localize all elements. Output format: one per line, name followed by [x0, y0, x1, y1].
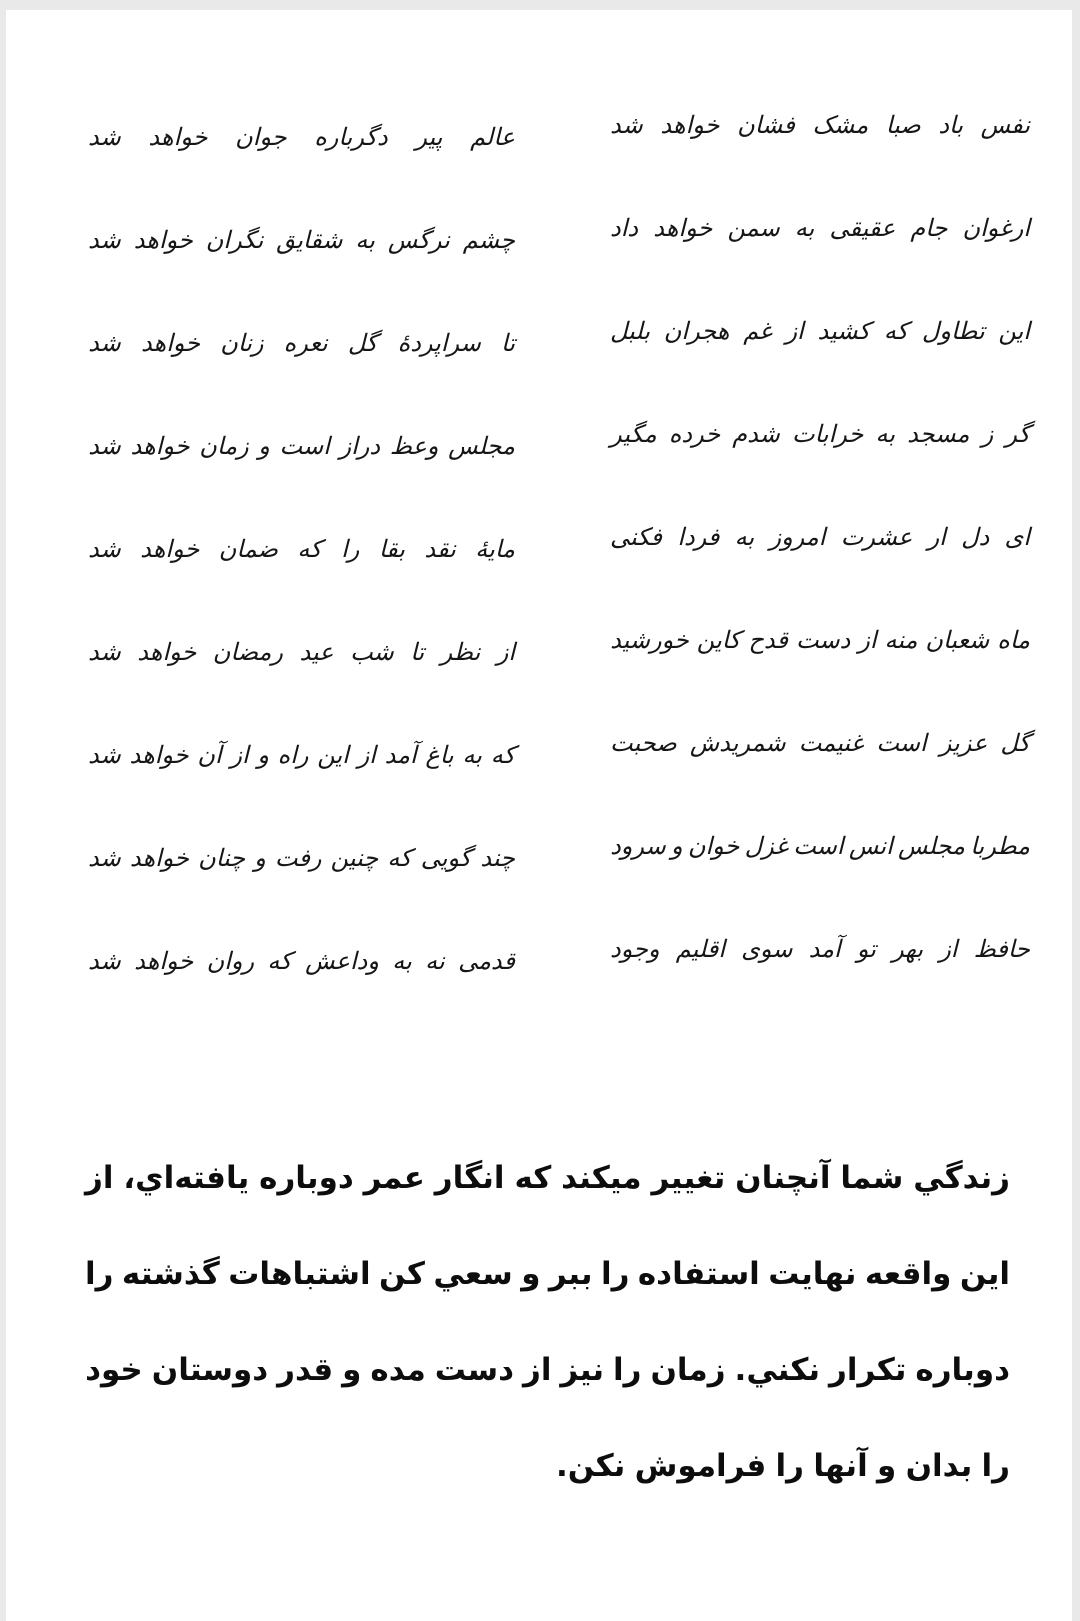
word: شد	[88, 535, 121, 564]
word: گل	[347, 329, 378, 358]
word: سعي	[433, 1256, 513, 1292]
word: شعبان	[925, 626, 990, 655]
word: ار	[927, 523, 946, 552]
couplet-6	[88, 589, 1030, 692]
word: دل	[961, 523, 990, 552]
word: عقیقی	[829, 214, 896, 243]
word: گذشته	[121, 1256, 220, 1292]
word: نفس	[980, 111, 1030, 140]
couplet-3	[88, 280, 1030, 383]
word: خواهد	[660, 111, 720, 140]
word: دست	[795, 626, 851, 655]
word: به	[794, 214, 815, 243]
hemistich-7a	[610, 730, 1030, 756]
interpretation-paragraph	[85, 1130, 1010, 1514]
word: و	[521, 1256, 541, 1292]
word: انگار	[434, 1160, 505, 1196]
word: ای	[1004, 523, 1030, 552]
word: تطاول	[921, 317, 985, 346]
word: نكني.	[734, 1352, 821, 1388]
word: خواهد	[129, 741, 189, 770]
word: نهايت	[768, 1256, 857, 1292]
word: که	[387, 844, 412, 873]
word: مایهٔ	[475, 535, 515, 564]
word: داد	[610, 214, 639, 243]
word: صحبت	[610, 729, 677, 758]
word: شد	[88, 123, 121, 152]
word: بهر	[892, 935, 924, 964]
word: اشتباهات	[228, 1256, 371, 1292]
couplet-5	[88, 486, 1030, 589]
word: خواهد	[130, 432, 190, 461]
word: عمر	[363, 1160, 425, 1196]
word: را	[981, 1448, 1010, 1484]
word: انس	[848, 832, 893, 861]
hemistich-6b	[88, 639, 515, 665]
ghazal-poem	[88, 74, 1030, 1001]
word: که	[267, 947, 292, 976]
word: را	[85, 1256, 114, 1292]
word: از	[496, 638, 515, 667]
word: رفت	[274, 844, 322, 873]
word: دوستان	[151, 1352, 269, 1388]
word: خرده	[668, 420, 721, 449]
word: خواهد	[653, 214, 713, 243]
word: قدح	[748, 626, 788, 655]
word: جوان	[235, 123, 287, 152]
word: نكن.	[555, 1448, 626, 1484]
word: شمریدش	[689, 729, 786, 758]
word: عشرت	[840, 523, 913, 552]
word: سوی	[741, 935, 793, 964]
hemistich-4b	[88, 433, 515, 459]
word: که	[297, 535, 322, 564]
word: حافظ	[973, 935, 1030, 964]
word: خواهد	[129, 844, 189, 873]
hemistich-5a	[610, 524, 1030, 550]
word: راه	[277, 741, 309, 770]
word: واقعه	[864, 1256, 952, 1292]
word: منه	[884, 626, 918, 655]
word: تكرار	[828, 1352, 907, 1388]
word: قدمی	[458, 947, 515, 976]
word: است	[793, 832, 844, 861]
word: آنچنان	[735, 1160, 831, 1196]
hemistich-9b	[88, 948, 515, 974]
word: وعظ	[389, 432, 439, 461]
hemistich-8b	[88, 845, 515, 871]
word: و	[258, 432, 270, 461]
word: سمن	[727, 214, 780, 243]
word: و	[257, 741, 269, 770]
word: مسجد	[907, 420, 970, 449]
word: كن	[379, 1256, 425, 1292]
word: غزل	[744, 832, 788, 861]
hemistich-3a	[610, 318, 1030, 344]
interpretation-line-4	[85, 1418, 1010, 1514]
word: از	[785, 317, 804, 346]
word: بلبل	[610, 317, 651, 346]
word: امروز	[769, 523, 826, 552]
word: خرابات	[791, 420, 864, 449]
word: شد	[88, 947, 121, 976]
word: مجلس	[898, 832, 965, 861]
word: مطربا	[970, 832, 1030, 861]
hemistich-6a	[610, 627, 1030, 653]
word: زندگي	[913, 1160, 1010, 1196]
word: ضمان	[218, 535, 278, 564]
word: چند	[480, 844, 515, 873]
word: شد	[88, 329, 121, 358]
hemistich-5b	[88, 536, 515, 562]
word: سراپردهٔ	[397, 329, 481, 358]
hemistich-3b	[88, 330, 515, 356]
word: از	[357, 741, 376, 770]
word: خواهد	[140, 329, 201, 358]
word: از	[230, 741, 249, 770]
word: شد	[88, 844, 121, 873]
word: خوان	[687, 832, 740, 861]
word: از	[85, 1160, 114, 1196]
word: ارغوان	[962, 214, 1030, 243]
word: نگران	[205, 226, 264, 255]
couplet-1	[88, 74, 1030, 177]
word: صبا	[885, 111, 921, 140]
word: کشید	[817, 317, 871, 346]
word: از	[939, 935, 958, 964]
word: تو	[856, 935, 876, 964]
word: از	[858, 626, 877, 655]
word: اقلیم	[675, 935, 725, 964]
word: اين	[959, 1256, 1010, 1292]
word: شقایق	[276, 226, 343, 255]
couplet-2	[88, 177, 1030, 280]
word: ببر	[548, 1256, 593, 1292]
word: رمضان	[212, 638, 283, 667]
word: عزیز	[939, 729, 988, 758]
word: زنان	[220, 329, 264, 358]
word: فراموش	[634, 1448, 767, 1484]
word: و	[254, 844, 266, 873]
word: دوباره	[915, 1352, 1010, 1388]
hemistich-1a	[610, 112, 1030, 138]
interpretation-line-3	[85, 1322, 1010, 1418]
word: شما	[840, 1160, 904, 1196]
word: از	[522, 1352, 552, 1388]
word: ميكند	[561, 1160, 642, 1196]
document-page	[6, 10, 1072, 1621]
hemistich-4a	[610, 421, 1030, 447]
word: را	[341, 535, 360, 564]
word: دست	[434, 1352, 514, 1388]
word: زمان	[650, 1352, 726, 1388]
word: شد	[88, 741, 121, 770]
word: شد	[88, 432, 121, 461]
word: گویی	[420, 844, 472, 873]
word: فردا	[677, 523, 720, 552]
word: سرود	[610, 832, 666, 861]
word: يافته‌اي،	[123, 1160, 250, 1196]
word: ز	[981, 420, 994, 449]
word: نظر	[440, 638, 481, 667]
word: فکنی	[610, 523, 663, 552]
word: روان	[206, 947, 255, 976]
word: ماه	[997, 626, 1030, 655]
word: آمد	[808, 935, 841, 964]
word: است	[279, 432, 330, 461]
word: هجران	[663, 317, 730, 346]
hemistich-9a	[610, 936, 1030, 962]
word: بدان	[905, 1448, 973, 1484]
hemistich-8a	[610, 833, 1030, 859]
word: باغ	[425, 741, 454, 770]
word: این	[998, 317, 1030, 346]
word: تا	[410, 638, 425, 667]
word: به	[355, 226, 375, 255]
word: را	[600, 1256, 630, 1292]
word: خواهد	[140, 535, 200, 564]
interpretation-line-2	[85, 1226, 1010, 1322]
word: و	[342, 1352, 362, 1388]
word: پیر	[415, 123, 443, 152]
word: چشم	[462, 226, 515, 255]
word: شد	[88, 638, 121, 667]
word: نه	[425, 947, 445, 976]
word: تا	[501, 329, 515, 358]
word: که	[883, 317, 909, 346]
couplet-8	[88, 795, 1030, 898]
word: شب	[350, 638, 394, 667]
word: مگیر	[610, 420, 657, 449]
hemistich-1b	[88, 124, 515, 150]
word: مده	[370, 1352, 426, 1388]
word: چنان	[198, 844, 246, 873]
hemistich-2a	[610, 215, 1030, 241]
word: عید	[299, 638, 334, 667]
word: این	[317, 741, 349, 770]
word: به	[734, 523, 755, 552]
word: و	[670, 832, 683, 861]
word: آنها	[813, 1448, 868, 1484]
interpretation-line-1	[85, 1130, 1010, 1226]
word: خود	[85, 1352, 143, 1388]
word: خواهد	[134, 947, 194, 976]
word: دراز	[339, 432, 381, 461]
word: کاین	[696, 626, 741, 655]
word: را	[612, 1352, 642, 1388]
word: تغيير	[651, 1160, 726, 1196]
word: و	[877, 1448, 897, 1484]
word: شد	[88, 226, 121, 255]
word: نقد	[424, 535, 456, 564]
word: گر	[1005, 420, 1030, 449]
word: شد	[610, 111, 643, 140]
word: نرگس	[387, 226, 450, 255]
word: خواهد	[137, 638, 197, 667]
word: جام	[910, 214, 948, 243]
word: نيز	[560, 1352, 605, 1388]
word: آمد	[384, 741, 417, 770]
word: كه	[514, 1160, 552, 1196]
word: است	[876, 729, 927, 758]
word: مجلس	[448, 432, 515, 461]
word: نعره	[283, 329, 328, 358]
word: خورشید	[610, 626, 689, 655]
word: غنیمت	[798, 729, 864, 758]
hemistich-7b	[88, 742, 515, 768]
word: آن	[197, 741, 222, 770]
couplet-4	[88, 383, 1030, 486]
word: چنین	[330, 844, 379, 873]
word: که	[490, 741, 515, 770]
word: وداعش	[305, 947, 379, 976]
word: دوباره	[259, 1160, 354, 1196]
word: فشان	[737, 111, 795, 140]
word: به	[392, 947, 412, 976]
word: غم	[743, 317, 772, 346]
word: قدر	[277, 1352, 334, 1388]
word: شدم	[732, 420, 780, 449]
word: خواهد	[148, 123, 208, 152]
word: خواهد	[133, 226, 193, 255]
couplet-7	[88, 692, 1030, 795]
word: به	[875, 420, 895, 449]
word: بقا	[378, 535, 405, 564]
word: مشک	[812, 111, 869, 140]
word: را	[775, 1448, 805, 1484]
couplet-9	[88, 898, 1030, 1001]
word: گل	[1000, 729, 1030, 758]
word: باد	[938, 111, 963, 140]
word: عالم	[470, 123, 515, 152]
word: به	[462, 741, 482, 770]
word: دگرباره	[314, 123, 388, 152]
word: زمان	[199, 432, 249, 461]
word: وجود	[610, 935, 660, 964]
word: استفاده	[637, 1256, 760, 1292]
hemistich-2b	[88, 227, 515, 253]
